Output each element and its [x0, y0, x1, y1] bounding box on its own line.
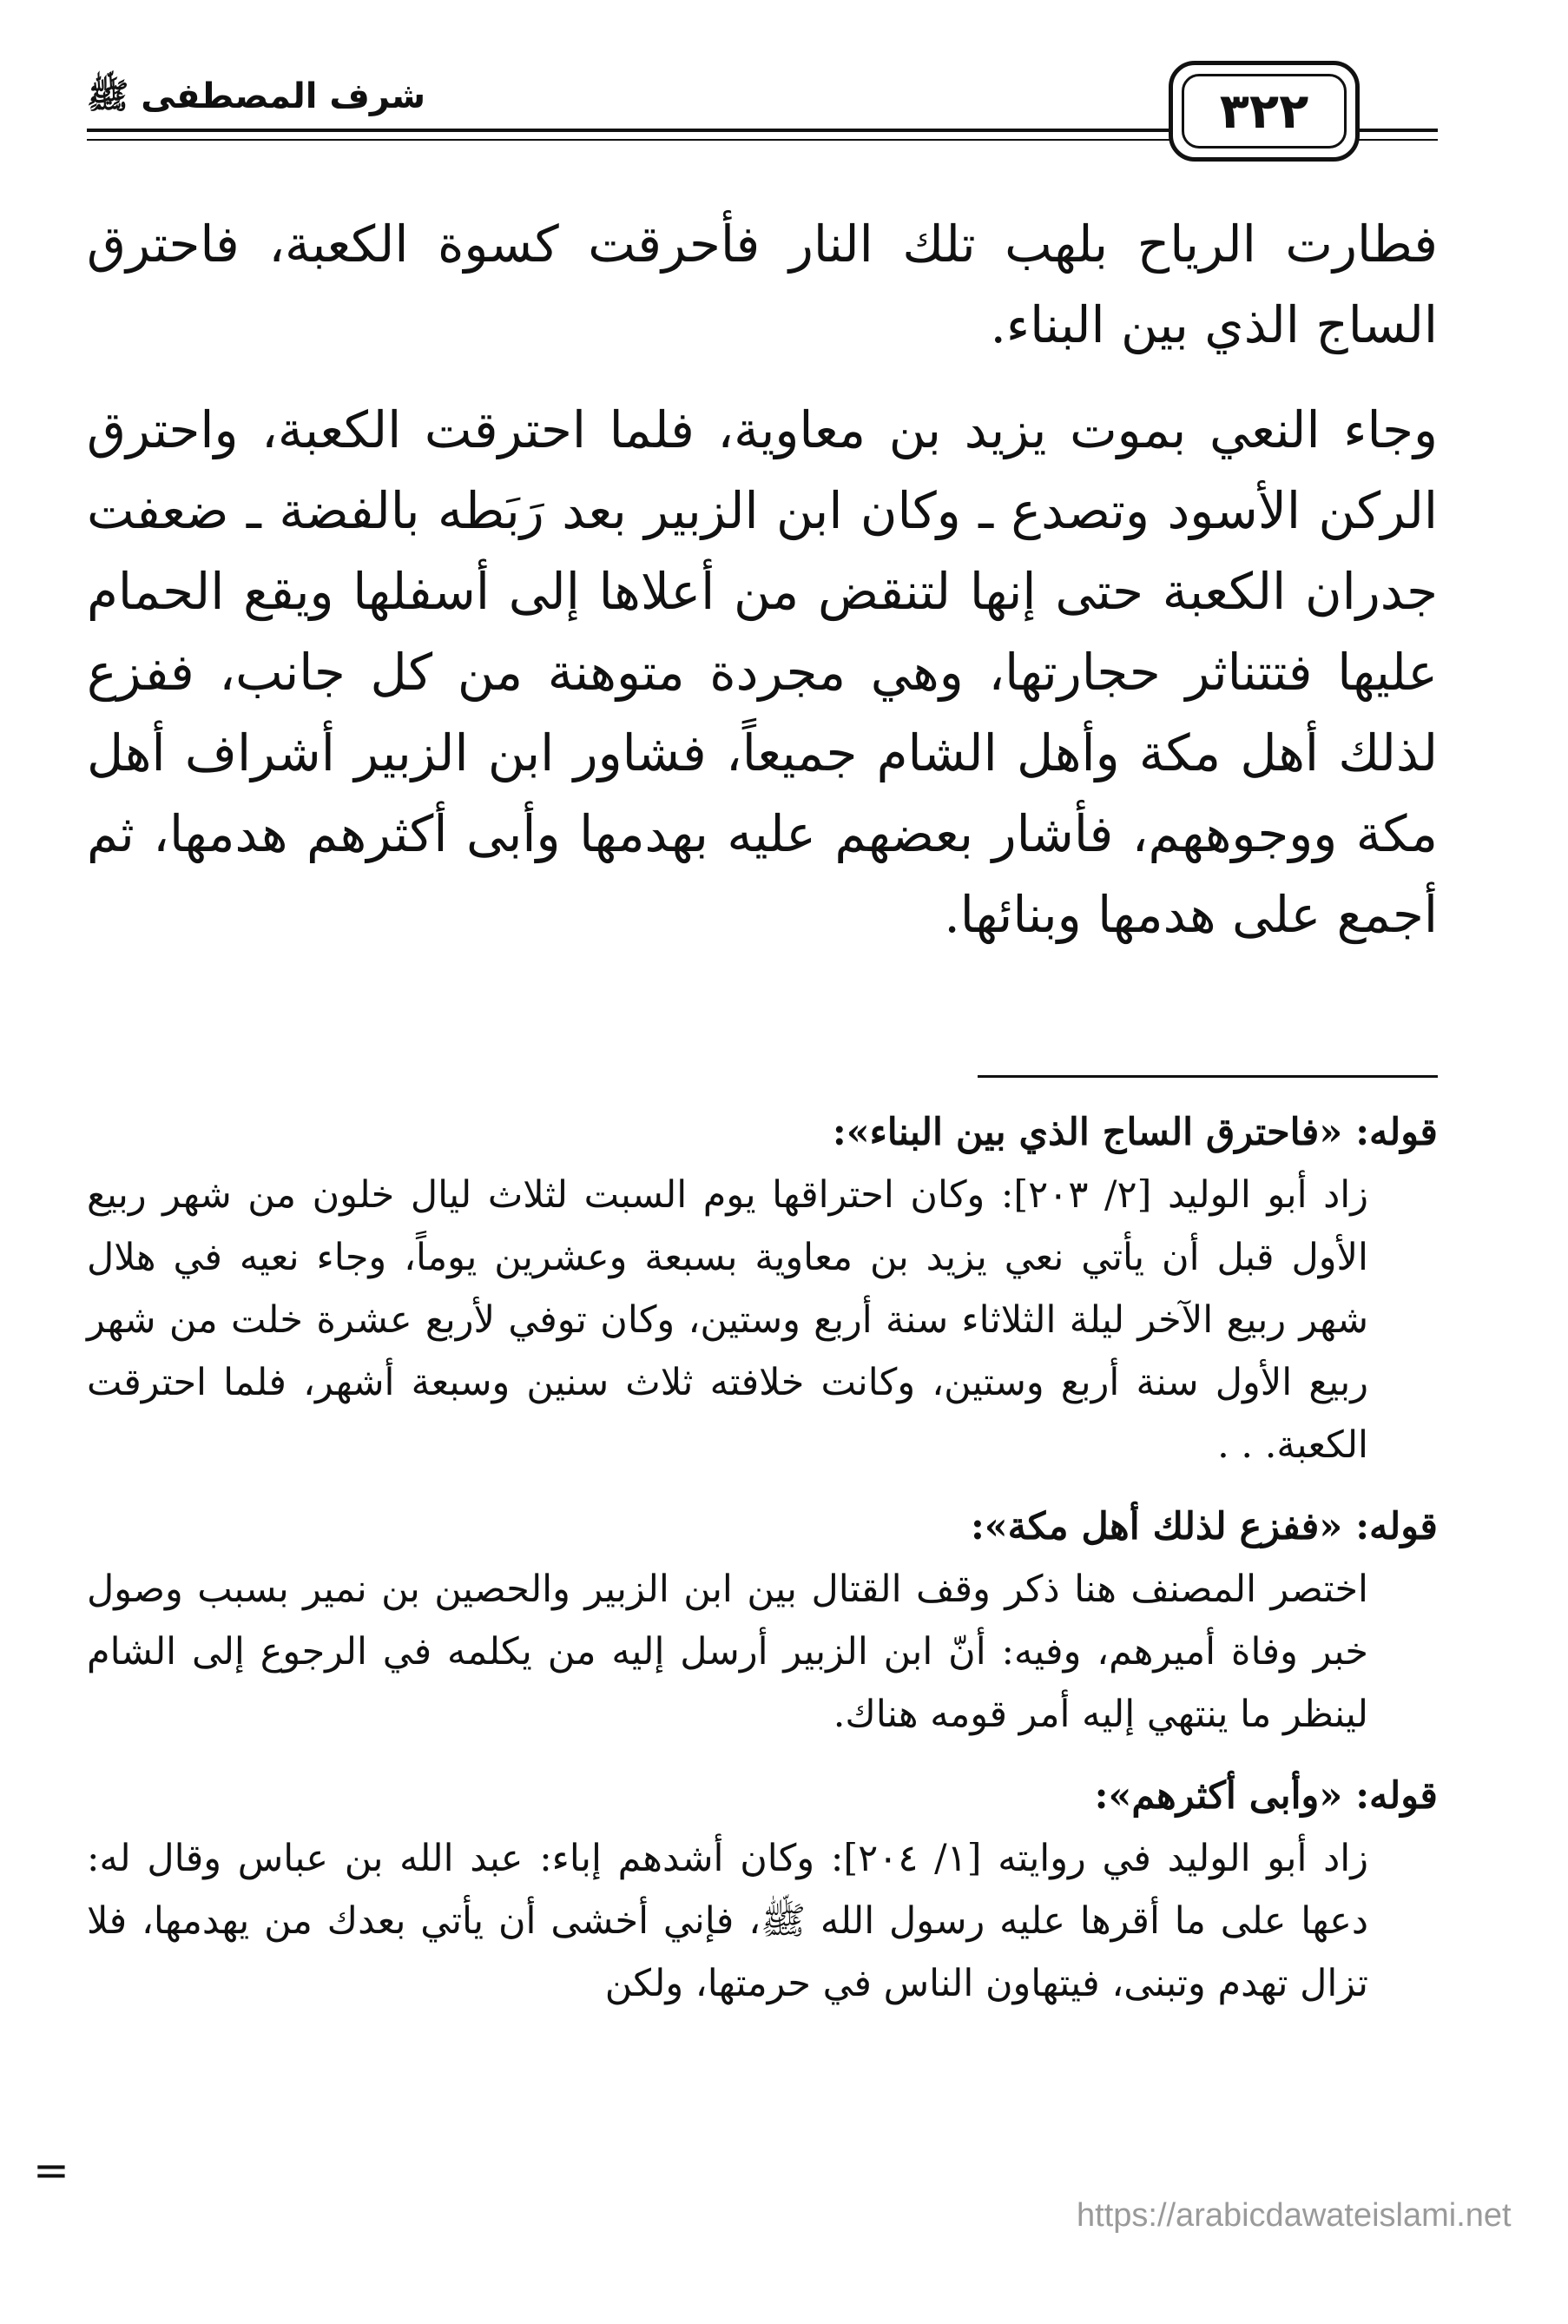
note-quote: «فاحترق الساج الذي بين البناء»:: [832, 1111, 1343, 1154]
commentary-notes: [87, 1101, 1438, 2034]
footnote-separator: [978, 1075, 1438, 1078]
note-item: [87, 1765, 1438, 2015]
main-text: [87, 204, 1438, 955]
main-paragraph: وجاء النعي بموت يزيد بن معاوية، فلما احترقت الكعبة، واحترق الركن الأسود وتصدع ـ وكان ابن الزبير بعد رَبَطه بالفضة ـ ضعفت جدران الكعبة حتى إنها لتنقض من أعلاها إلى أسفلها ويقع الحمام عليها فتتناثر حجارتها، وهي مجردة متوهنة من كل جانب، ففزع لذلك أهل مكة وأهل الشام جميعاً، فشاور ابن الزبير أشراف أهل مكة ووجوههم، فأشار بعضهم عليه بهدمها وأبى أكثرهم هدمها، ثم أجمع على هدمها وبنائها.: [87, 400, 1438, 944]
note-heading: [87, 1495, 1438, 1558]
note-item: [87, 1495, 1438, 1746]
page-number-frame: [1169, 61, 1360, 162]
note-label: قوله:: [1355, 1505, 1438, 1548]
page-header: [87, 52, 1438, 182]
note-body: اختصر المصنف هنا ذكر وقف القتال بين ابن الزبير والحصين بن نمير بسبب وصول خبر وفاة أميرهم، وفيه: أنّ ابن الزبير أرسل إليه من يكلمه في الرجوع إلى الشام لينظر ما ينتهي إليه أمر قومه هناك.: [87, 1568, 1368, 1736]
note-body: زاد أبو الوليد [٢/ ٢٠٣]: وكان احتراقها يوم السبت لثلاث ليال خلون من شهر ربيع الأول قبل أن يأتي نعي يزيد بن معاوية بسبعة وعشرين يوماً، وجاء نعيه في هلال شهر ربيع الآخر ليلة الثلاثاء سنة أربع وستين، وكان توفي لأربع عشرة خلت من شهر ربيع الأول سنة أربع وستين، وكانت خلافته ثلاث سنين وسبعة أشهر، فلما احترقت الكعبة. . .: [87, 1173, 1368, 1467]
note-label: قوله:: [1355, 1111, 1438, 1154]
note-quote: «ففزع لذلك أهل مكة»:: [970, 1505, 1343, 1548]
note-quote: «وأبى أكثرهم»:: [1094, 1774, 1343, 1818]
page-number: ٣٢٢: [1182, 74, 1347, 149]
watermark-url: https://arabicdawateislami.net: [1077, 2197, 1512, 2234]
note-label: قوله:: [1355, 1774, 1438, 1818]
note-heading: [87, 1101, 1438, 1164]
note-body: زاد أبو الوليد في روايته [١/ ٢٠٤]: وكان أشدهم إباء: عبد الله بن عباس وقال له: دعها على ما أقرها عليه رسول الله ﷺ، فإني أخشى أن يأتي بعدك من يهدمها، فلا تزال تهدم وتبنى، فيتهاون الناس في حرمتها، ولكن: [87, 1837, 1369, 2005]
note-item: [87, 1101, 1438, 1476]
running-title: شرف المصطفى ﷺ: [87, 75, 438, 125]
main-paragraph: فطارت الرياح بلهب تلك النار فأحرقت كسوة الكعبة، فاحترق الساج الذي بين البناء.: [87, 215, 1438, 354]
continuation-mark: =: [33, 2145, 69, 2195]
note-heading: [87, 1765, 1438, 1827]
book-page: [33, 0, 1512, 2324]
